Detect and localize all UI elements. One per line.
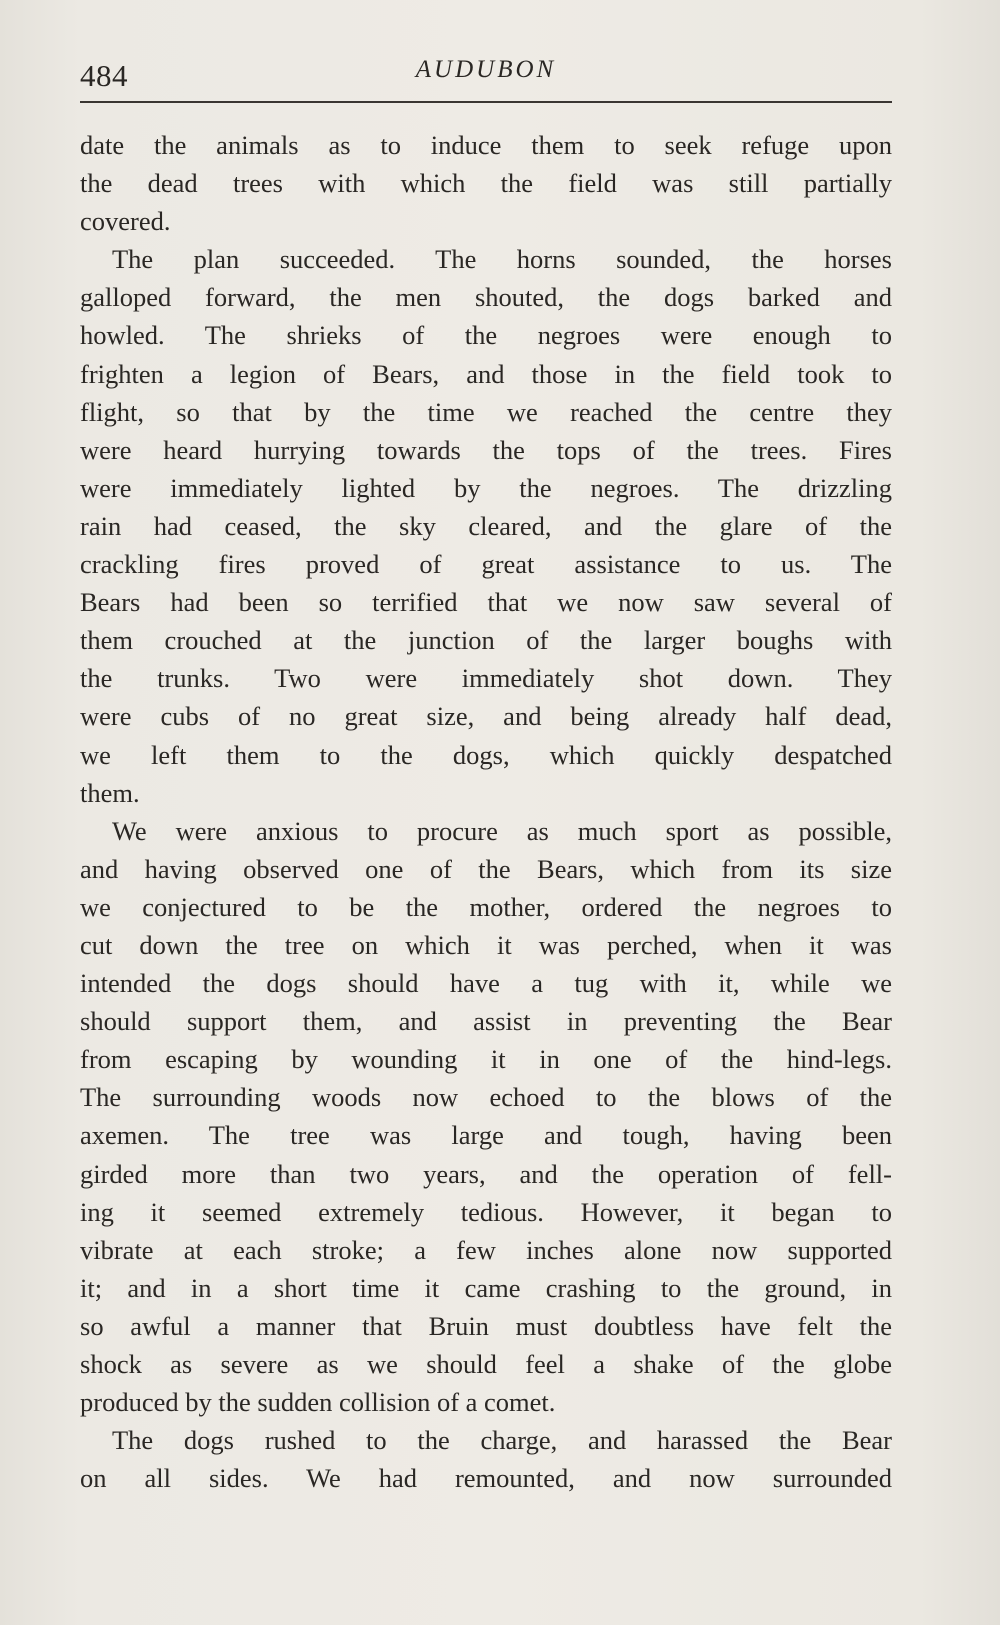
text-line: Bears had been so terrified that we now saw several of <box>80 587 892 618</box>
text-line: cut down the tree on which it was perched, when it was <box>80 929 892 960</box>
text-line: axemen. The tree was large and tough, having been <box>80 1120 892 1151</box>
text-line: vibrate at each stroke; a few inches alone now supported <box>80 1234 892 1265</box>
text-line: flight, so that by the time we reached the centre they <box>80 396 892 427</box>
text-line: covered. <box>80 206 171 237</box>
text-line: We were anxious to procure as much sport as possible, <box>112 815 892 846</box>
text-line: The plan succeeded. The horns sounded, the horses <box>112 244 892 275</box>
text-line: it; and in a short time it came crashing to the ground, in <box>80 1272 892 1303</box>
text-line: galloped forward, the men shouted, the dogs barked and <box>80 282 892 313</box>
text-line: crackling fires proved of great assistance to us. The <box>80 549 892 580</box>
text-line: them crouched at the junction of the larger boughs with <box>80 625 892 656</box>
text-line: from escaping by wounding it in one of the hind-legs. <box>80 1044 892 1075</box>
body-text <box>80 126 892 1497</box>
text-line: date the animals as to induce them to seek refuge upon <box>80 130 892 160</box>
text-line: shock as severe as we should feel a shake of the globe <box>80 1349 892 1379</box>
text-line: them. <box>80 777 140 808</box>
text-line: on all sides. We had remounted, and now surrounded <box>80 1463 892 1494</box>
text-line: were immediately lighted by the negroes. The drizzling <box>80 472 892 503</box>
text-line: the dead trees with which the field was still partially <box>80 168 892 199</box>
text-line: the trunks. Two were immediately shot down. They <box>80 663 892 694</box>
text-line: we left them to the dogs, which quickly despatched <box>80 739 892 770</box>
text-line: frighten a legion of Bears, and those in the field took to <box>80 358 892 389</box>
text-line: so awful a manner that Bruin must doubtless have felt the <box>80 1310 892 1341</box>
text-line: ing it seemed extremely tedious. However, it began to <box>80 1196 892 1227</box>
page-number: 484 <box>80 58 128 93</box>
text-line: produced by the sudden collision of a comet. <box>80 1387 556 1418</box>
text-line: should support them, and assist in preventing the Bear <box>80 1006 892 1037</box>
text-line: were heard hurrying towards the tops of the trees. Fires <box>80 434 892 465</box>
text-line: rain had ceased, the sky cleared, and the glare of the <box>80 510 892 541</box>
text-line: were cubs of no great size, and being already half dead, <box>80 701 892 732</box>
running-title: AUDUBON <box>415 56 557 83</box>
text-line: The surrounding woods now echoed to the blows of the <box>80 1082 892 1113</box>
text-line: intended the dogs should have a tug with it, while we <box>80 968 892 999</box>
text-line: girded more than two years, and the operation of fell- <box>80 1158 892 1189</box>
text-line: we conjectured to be the mother, ordered the negroes to <box>80 891 892 922</box>
page-header <box>80 52 892 102</box>
text-line: and having observed one of the Bears, which from its size <box>80 853 892 884</box>
text-line: The dogs rushed to the charge, and harassed the Bear <box>112 1425 892 1456</box>
text-line: howled. The shrieks of the negroes were enough to <box>80 320 892 351</box>
header-rule <box>80 101 892 103</box>
